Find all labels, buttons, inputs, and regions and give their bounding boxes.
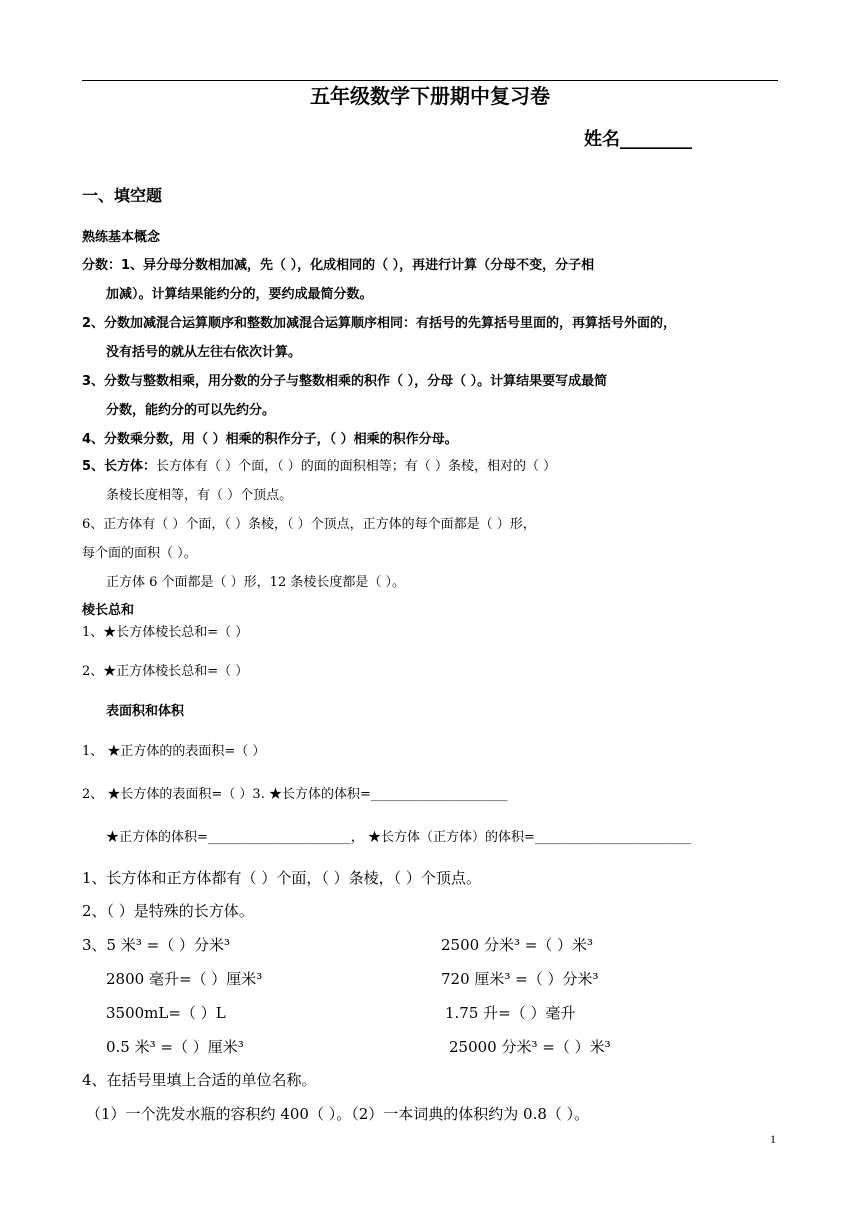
conversion-right: 1.75 升=（ ）毫升	[445, 1004, 576, 1022]
page-number: 1	[770, 1132, 776, 1146]
question-line: 条棱长度相等，有（ ）个顶点。	[106, 488, 293, 503]
question-line: 没有括号的就从左往右依次计算。	[106, 345, 302, 360]
conversion-right: 25000 分米³ =（ ）米³	[449, 1038, 611, 1056]
subheading-basic-concepts: 熟练基本概念	[82, 230, 161, 245]
formula-line: 2、★正方体棱长总和=（ ）	[82, 664, 249, 679]
subheading-area-volume: 表面积和体积	[106, 704, 185, 719]
question-line: 分数，能约分的可以先约分。	[106, 403, 276, 418]
question-line: 加减）。计算结果能约分的，要约成最简分数。	[106, 287, 373, 302]
question-line: 每个面的面积（ ）。	[82, 546, 197, 561]
question-line	[82, 460, 556, 473]
conversion-left: 0.5 米³ =（ ）厘米³	[106, 1038, 244, 1056]
name-field[interactable]: 姓名________	[584, 129, 692, 150]
formula-line: 2、 ★长方体的表面积=（ ）3. ★长方体的体积=_____________________	[82, 787, 508, 802]
question-line: 2、分数加减混合运算顺序和整数加减混合运算顺序相同：有括号的先算括号里面的，再算括号外面的，	[82, 316, 677, 331]
question-line: 分数：1、异分母分数相加减，先（ ），化成相同的（ ），再进行计算（分母不变，分子相	[82, 258, 595, 273]
conversion-right: 720 厘米³ =（ ）分米³	[441, 970, 599, 988]
question-line: 2、（ ）是特殊的长方体。	[82, 902, 254, 920]
question-line: （1）一个洗发水瓶的容积约 400（ ）。（2）一本词典的体积约为 0.8（ ）。	[86, 1105, 590, 1123]
subheading-edge-sum: 棱长总和	[82, 603, 135, 618]
question-line: 正方体 6 个面都是（ ）形，12 条棱长度都是（ ）。	[106, 575, 405, 590]
question-line: 1、长方体和正方体都有（ ）个面，（ ）条棱，（ ）个顶点。	[82, 869, 481, 887]
formula-line: 1、★长方体棱长总和=（ ）	[82, 625, 249, 640]
header-rule	[82, 80, 778, 81]
question-line: 4、分数乘分数，用（ ）相乘的积作分子，（ ）相乘的积作分母。	[82, 432, 458, 447]
formula-line: ★正方体的体积=______________________， ★长方体（正方体）的体积=________________________	[106, 830, 691, 845]
formula-line: 1、 ★正方体的的表面积=（ ）	[82, 744, 266, 759]
question-line: 4、在括号里填上合适的单位名称。	[82, 1071, 317, 1089]
question-label: 5、长方体：	[82, 459, 157, 474]
conversion-left: 2800 毫升=（ ）厘米³	[106, 970, 263, 988]
page-title: 五年级数学下册期中复习卷	[310, 84, 550, 108]
conversion-right: 2500 分米³ =（ ）米³	[441, 936, 594, 954]
section-heading: 一、填空题	[82, 186, 163, 205]
question-text: 长方体有（ ）个面，（ ）的面的面积相等；有（ ）条棱，相对的（ ）	[156, 459, 557, 474]
conversion-left: 3500mL=（ ）L	[106, 1004, 226, 1022]
question-line: 6、正方体有（ ）个面，（ ）条棱，（ ）个顶点，正方体的每个面都是（ ）形，	[82, 517, 536, 532]
conversion-left: 3、5 米³ =（ ）分米³	[82, 936, 230, 954]
question-line: 3、分数与整数相乘，用分数的分子与整数相乘的积作（ ），分母（ ）。计算结果要写成最简	[82, 374, 608, 389]
